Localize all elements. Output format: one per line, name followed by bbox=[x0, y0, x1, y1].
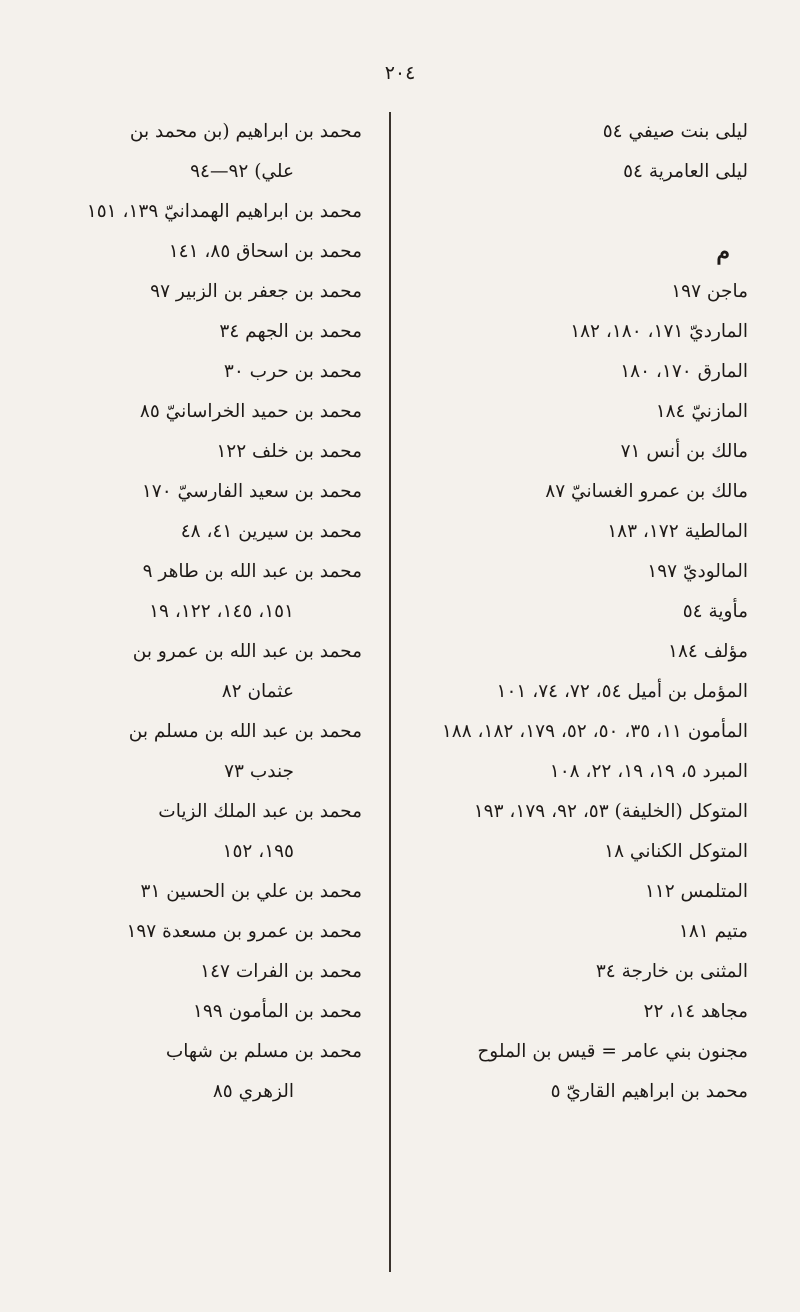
index-entry: ماجن ١٩٧ bbox=[671, 281, 748, 302]
index-entry-continuation: عثمان ٨٢ bbox=[221, 681, 294, 702]
index-entry: ليلى العامرية ٥٤ bbox=[623, 161, 748, 182]
index-entry-continuation: الزهري ٨٥ bbox=[212, 1081, 294, 1102]
index-entry: المارديّ ١٧١، ١٨٠، ١٨٢ bbox=[570, 321, 748, 342]
index-entry: المتوكل الكناني ١٨ bbox=[604, 841, 748, 862]
index-entry: محمد بن حميد الخراسانيّ ٨٥ bbox=[139, 401, 362, 422]
index-entry: المارق ١٧٠، ١٨٠ bbox=[620, 361, 748, 382]
index-column-right bbox=[432, 112, 748, 1112]
index-entry: محمد بن المأمون ١٩٩ bbox=[192, 1001, 362, 1022]
index-entry: مالك بن أنس ٧١ bbox=[620, 441, 748, 462]
index-entry-continuation: ١٩٥، ١٥٢ bbox=[222, 841, 294, 862]
index-entry: محمد بن عمرو بن مسعدة ١٩٧ bbox=[126, 921, 362, 942]
index-entry-continuation: ١٥١، ١٤٥، ١٢٢، ١٩ bbox=[149, 601, 294, 622]
index-column-left bbox=[40, 112, 362, 1112]
index-entry-continuation: جندب ٧٣ bbox=[224, 761, 294, 782]
index-entry-continuation: علي) ٩٢—٩٤ bbox=[190, 161, 294, 182]
index-entry: محمد بن عبد الله بن مسلم بن bbox=[128, 721, 362, 742]
index-entry: المالوديّ ١٩٧ bbox=[647, 561, 748, 582]
index-entry: محمد بن الفرات ١٤٧ bbox=[200, 961, 362, 982]
index-entry: محمد بن سعيد الفارسيّ ١٧٠ bbox=[141, 481, 362, 502]
page-number: ٢٠٤ bbox=[384, 62, 416, 84]
index-entry: المأمون ١١، ٣٥، ٥٠، ٥٢، ١٧٩، ١٨٢، ١٨٨ bbox=[441, 721, 748, 742]
index-entry: المبرد ٥، ١٩، ١٩، ٢٢، ١٠٨ bbox=[549, 761, 748, 782]
index-entry: محمد بن سيرين ٤١، ٤٨ bbox=[180, 521, 362, 542]
index-entry: مجنون بني عامر = قيس بن الملوح bbox=[477, 1041, 748, 1062]
index-entry: محمد بن الجهم ٣٤ bbox=[219, 321, 362, 342]
column-divider bbox=[389, 112, 391, 1272]
index-entry: محمد بن عبد الله بن طاهر ٩ bbox=[142, 561, 362, 582]
index-entry: المثنى بن خارجة ٣٤ bbox=[595, 961, 748, 982]
index-entry: محمد بن عبد الله بن عمرو بن bbox=[132, 641, 362, 662]
index-entry: محمد بن اسحاق ٨٥، ١٤١ bbox=[168, 241, 362, 262]
index-entry: المؤمل بن أميل ٥٤، ٧٢، ٧٤، ١٠١ bbox=[496, 681, 748, 702]
index-entry: محمد بن عبد الملك الزيات bbox=[158, 801, 362, 822]
index-entry: محمد بن مسلم بن شهاب bbox=[165, 1041, 362, 1062]
index-entry: متيم ١٨١ bbox=[678, 921, 748, 942]
index-entry: محمد بن خلف ١٢٢ bbox=[216, 441, 362, 462]
index-entry: المتوكل (الخليفة) ٥٣، ٩٢، ١٧٩، ١٩٣ bbox=[473, 801, 748, 822]
index-entry: محمد بن حرب ٣٠ bbox=[223, 361, 362, 382]
index-entry: المتلمس ١١٢ bbox=[644, 881, 748, 902]
index-entry: مجاهد ١٤، ٢٢ bbox=[643, 1001, 748, 1022]
index-entry: محمد بن ابراهيم (بن محمد بن bbox=[129, 121, 362, 142]
index-entry: مؤلف ١٨٤ bbox=[668, 641, 748, 662]
index-entry: مالك بن عمرو الغسانيّ ٨٧ bbox=[545, 481, 748, 502]
index-entry: محمد بن ابراهيم القاريّ ٥ bbox=[550, 1081, 748, 1102]
index-entry: محمد بن علي بن الحسين ٣١ bbox=[140, 881, 362, 902]
blank-line bbox=[432, 192, 748, 232]
index-entry: المالطية ١٧٢، ١٨٣ bbox=[607, 521, 748, 542]
index-entry: ليلى بنت صيفي ٥٤ bbox=[602, 121, 748, 142]
index-entry: محمد بن جعفر بن الزبير ٩٧ bbox=[150, 281, 362, 302]
index-entry: المازنيّ ١٨٤ bbox=[655, 401, 748, 422]
section-letter: م bbox=[716, 239, 730, 265]
index-entry: محمد بن ابراهيم الهمدانيّ ١٣٩، ١٥١ bbox=[86, 201, 362, 222]
index-entry: مأوية ٥٤ bbox=[682, 601, 748, 622]
